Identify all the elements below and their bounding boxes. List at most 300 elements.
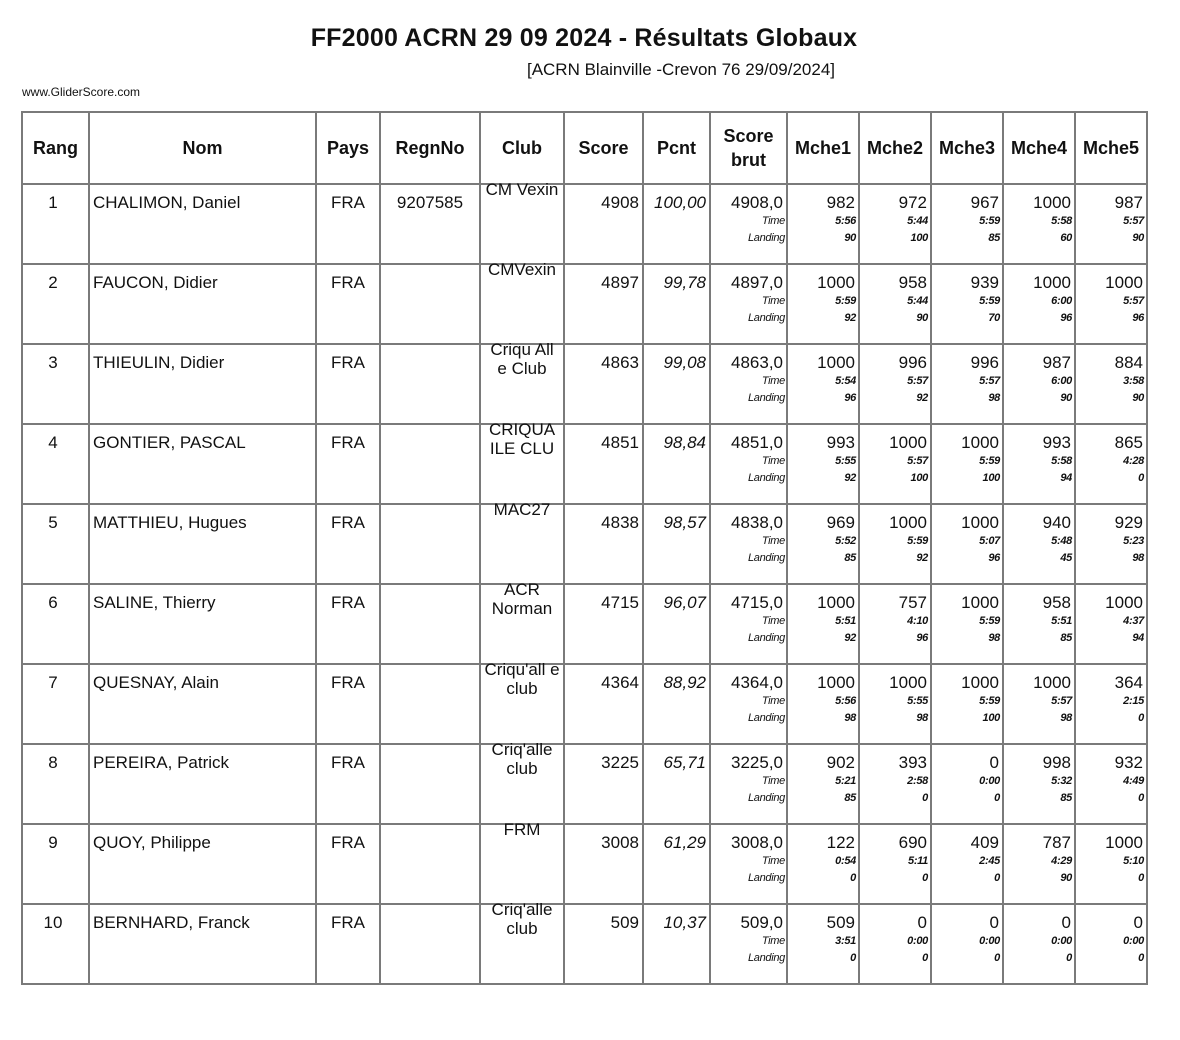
table-row [22,264,1147,344]
regn-cell [380,744,480,824]
task-landing: 96 [1060,312,1072,324]
task-score: 993 [1042,433,1071,452]
name-cell [89,824,316,904]
task-cell-mche5 [1075,504,1147,584]
results-table [21,111,1148,985]
task-cell-mche2 [859,504,931,584]
country-value: FRA [331,433,365,452]
regn-value [381,745,479,753]
task-score: 998 [1042,753,1071,772]
name-cell [89,344,316,424]
name-value: GONTIER, PASCAL [93,433,246,452]
task-cell-mche3 [931,744,1003,824]
task-cell-mche3 [931,824,1003,904]
task-cell-mche3 [931,504,1003,584]
club-value: CMVexin [487,260,557,279]
regn-value [381,665,479,673]
task-score: 1000 [889,673,927,692]
time-label: Time [761,855,785,867]
score-cell [564,264,643,344]
col-header-club: Club [480,112,564,184]
task-time: 5:59 [979,215,1000,227]
task-time: 5:59 [979,295,1000,307]
pcnt-value: 61,29 [663,833,706,852]
task-landing: 96 [916,632,928,644]
pcnt-value: 96,07 [663,593,706,612]
name-cell [89,584,316,664]
task-score: 0 [1133,913,1143,932]
task-time: 5:52 [835,535,856,547]
club-value: FRM [503,820,541,839]
task-score: 939 [970,273,999,292]
task-score: 987 [1114,193,1143,212]
task-landing: 90 [1132,232,1144,244]
rank-value: 7 [48,673,58,692]
task-landing: 94 [1060,472,1072,484]
name-value: FAUCON, Didier [93,273,218,292]
pcnt-value: 10,37 [663,913,706,932]
task-landing: 0 [850,872,856,884]
rank-value: 9 [48,833,58,852]
score-brut-value: 3225,0 [731,753,783,772]
name-value: QUOY, Philippe [93,833,211,852]
task-cell-mche5 [1075,344,1147,424]
club-value: MAC27 [493,500,551,519]
task-cell-mche4 [1003,184,1075,264]
task-score: 972 [898,193,927,212]
rank-cell [22,264,89,344]
task-score: 690 [898,833,927,852]
landing-label: Landing [747,952,785,964]
club-cell [480,500,564,584]
task-time: 5:48 [1051,535,1072,547]
pcnt-cell [643,504,710,584]
rank-cell [22,584,89,664]
task-time: 5:21 [835,775,856,787]
club-value: Criq'alle club [491,900,553,938]
task-time: 5:11 [908,855,928,867]
task-landing: 0 [1066,952,1072,964]
task-time: 5:56 [835,215,856,227]
rank-cell [22,744,89,824]
col-header-mche1: Mche1 [787,112,859,184]
score-cell [564,744,643,824]
task-score: 902 [826,753,855,772]
task-landing: 90 [1060,872,1072,884]
task-score: 1000 [817,353,855,372]
task-landing: 60 [1060,232,1072,244]
task-landing: 0 [1138,472,1144,484]
table-row [22,664,1147,744]
task-landing: 70 [988,312,1000,324]
task-cell-mche2 [859,824,931,904]
time-label: Time [761,615,785,627]
task-landing: 96 [1132,312,1144,324]
task-time: 5:59 [907,535,928,547]
task-time: 4:49 [1123,775,1144,787]
task-cell-mche4 [1003,744,1075,824]
pcnt-cell [643,184,710,264]
task-cell-mche5 [1075,904,1147,984]
country-cell [316,904,380,984]
club-cell [480,820,564,904]
score-brut-value: 4838,0 [731,513,783,532]
task-cell-mche2 [859,744,931,824]
score-cell [564,904,643,984]
col-header-pcnt: Pcnt [643,112,710,184]
task-score: 987 [1042,353,1071,372]
score-value: 4897 [601,273,639,292]
task-cell-mche2 [859,184,931,264]
task-landing: 100 [982,472,1000,484]
task-cell-mche2 [859,904,931,984]
task-score: 393 [898,753,927,772]
regn-cell [380,344,480,424]
task-landing: 94 [1132,632,1144,644]
task-time: 5:59 [979,695,1000,707]
task-score: 0 [989,753,999,772]
table-row [22,424,1147,504]
score-value: 509 [610,913,639,932]
task-score: 967 [970,193,999,212]
score-brut-cell [710,664,787,744]
task-landing: 92 [916,392,928,404]
task-landing: 98 [988,632,1000,644]
score-brut-value: 4364,0 [731,673,783,692]
task-cell-mche2 [859,584,931,664]
task-time: 5:59 [979,455,1000,467]
regn-value [381,905,479,913]
col-header-rang: Rang [22,112,89,184]
regn-cell [380,184,480,264]
task-cell-mche1 [787,424,859,504]
time-label: Time [761,695,785,707]
task-score: 1000 [1105,833,1143,852]
table-row [22,344,1147,424]
task-landing: 92 [844,632,856,644]
country-value: FRA [331,753,365,772]
task-landing: 85 [1060,632,1072,644]
rank-cell [22,424,89,504]
time-label: Time [761,935,785,947]
task-cell-mche3 [931,584,1003,664]
task-score: 865 [1114,433,1143,452]
regn-cell [380,504,480,584]
rank-value: 2 [48,273,58,292]
regn-value [381,345,479,353]
club-cell [480,340,564,424]
task-cell-mche5 [1075,424,1147,504]
col-header-mche3: Mche3 [931,112,1003,184]
task-score: 1000 [961,433,999,452]
task-score: 1000 [961,673,999,692]
task-score: 0 [917,913,927,932]
task-score: 1000 [817,673,855,692]
club-cell [480,260,564,344]
country-cell [316,504,380,584]
time-label: Time [761,535,785,547]
club-value: Criqu All e Club [490,340,554,378]
rank-value: 8 [48,753,58,772]
task-time: 5:23 [1123,535,1144,547]
task-landing: 98 [844,712,856,724]
task-time: 2:15 [1123,695,1144,707]
country-cell [316,584,380,664]
pcnt-cell [643,824,710,904]
pcnt-cell [643,424,710,504]
task-landing: 100 [910,472,928,484]
task-time: 0:00 [1123,935,1144,947]
task-cell-mche1 [787,824,859,904]
country-cell [316,744,380,824]
rank-cell [22,824,89,904]
task-time: 3:51 [835,935,856,947]
score-brut-value: 4863,0 [731,353,783,372]
task-cell-mche4 [1003,344,1075,424]
rank-value: 5 [48,513,58,532]
score-value: 3225 [601,753,639,772]
task-landing: 0 [922,872,928,884]
header-row [22,112,1147,184]
task-landing: 90 [1060,392,1072,404]
task-cell-mche5 [1075,824,1147,904]
task-score: 969 [826,513,855,532]
task-landing: 90 [916,312,928,324]
task-score: 1000 [1105,593,1143,612]
task-cell-mche5 [1075,744,1147,824]
task-time: 6:00 [1051,295,1072,307]
task-time: 2:45 [979,855,1000,867]
name-cell [89,664,316,744]
task-landing: 98 [1060,712,1072,724]
task-score: 122 [826,833,855,852]
task-landing: 92 [916,552,928,564]
task-cell-mche3 [931,424,1003,504]
name-value: SALINE, Thierry [93,593,216,612]
pcnt-cell [643,904,710,984]
task-score: 1000 [1033,273,1071,292]
country-cell [316,424,380,504]
task-time: 5:56 [835,695,856,707]
score-brut-cell [710,504,787,584]
task-score: 958 [898,273,927,292]
pcnt-cell [643,744,710,824]
table-row [22,584,1147,664]
task-score: 1000 [961,513,999,532]
time-label: Time [761,775,785,787]
score-brut-cell [710,584,787,664]
task-cell-mche2 [859,424,931,504]
name-cell [89,264,316,344]
regn-cell [380,664,480,744]
regn-value [381,505,479,513]
task-landing: 45 [1060,552,1072,564]
name-value: CHALIMON, Daniel [93,193,241,212]
task-time: 0:54 [835,855,856,867]
score-value: 4908 [601,193,639,212]
pcnt-cell [643,664,710,744]
pcnt-value: 100,00 [654,193,706,212]
score-cell [564,824,643,904]
page-title: FF2000 ACRN 29 09 2024 - Résultats Globaux [310,24,858,52]
pcnt-cell [643,344,710,424]
task-time: 5:58 [1051,215,1072,227]
task-landing: 98 [916,712,928,724]
task-landing: 96 [988,552,1000,564]
task-landing: 100 [910,232,928,244]
name-value: THIEULIN, Didier [93,353,225,372]
task-score: 364 [1114,673,1143,692]
pcnt-value: 88,92 [663,673,706,692]
name-value: BERNHARD, Franck [93,913,250,932]
task-landing: 0 [922,792,928,804]
rank-cell [22,504,89,584]
task-landing: 92 [844,472,856,484]
score-cell [564,584,643,664]
rank-value: 10 [43,913,63,932]
task-cell-mche4 [1003,824,1075,904]
col-header-score-brut: Score brut [710,112,787,184]
time-label: Time [761,375,785,387]
task-time: 5:44 [907,295,928,307]
task-landing: 0 [1138,712,1144,724]
task-landing: 85 [988,232,1000,244]
task-time: 5:57 [907,455,928,467]
task-cell-mche4 [1003,504,1075,584]
task-landing: 0 [994,792,1000,804]
name-cell [89,424,316,504]
task-landing: 0 [850,952,856,964]
pcnt-value: 99,08 [663,353,706,372]
task-cell-mche4 [1003,904,1075,984]
score-cell [564,184,643,264]
task-landing: 98 [1132,552,1144,564]
regn-value: 9207585 [396,193,464,212]
task-score: 1000 [1105,273,1143,292]
rank-cell [22,344,89,424]
task-cell-mche5 [1075,664,1147,744]
name-value: QUESNAY, Alain [93,673,219,692]
task-score: 929 [1114,513,1143,532]
regn-cell [380,904,480,984]
score-cell [564,424,643,504]
pcnt-value: 98,57 [663,513,706,532]
club-value: ACR Norman [491,580,553,618]
landing-label: Landing [747,232,785,244]
club-cell [480,660,564,744]
country-value: FRA [331,353,365,372]
club-value: CM Vexin [485,180,559,199]
task-score: 0 [989,913,999,932]
task-score: 787 [1042,833,1071,852]
name-cell [89,504,316,584]
regn-cell [380,424,480,504]
task-score: 1000 [889,513,927,532]
task-score: 1000 [1033,673,1071,692]
task-score: 1000 [961,593,999,612]
task-score: 1000 [889,433,927,452]
regn-value [381,825,479,833]
pcnt-value: 98,84 [663,433,706,452]
score-brut-value: 509,0 [740,913,783,932]
task-score: 0 [1061,913,1071,932]
task-time: 4:29 [1051,855,1072,867]
task-time: 6:00 [1051,375,1072,387]
task-landing: 100 [982,712,1000,724]
club-cell [480,580,564,664]
country-value: FRA [331,673,365,692]
country-cell [316,184,380,264]
pcnt-value: 99,78 [663,273,706,292]
task-cell-mche2 [859,344,931,424]
landing-label: Landing [747,392,785,404]
task-time: 5:54 [835,375,856,387]
task-landing: 0 [922,952,928,964]
score-brut-cell [710,424,787,504]
task-landing: 0 [994,952,1000,964]
task-cell-mche1 [787,344,859,424]
rank-value: 1 [48,193,58,212]
task-cell-mche5 [1075,264,1147,344]
task-time: 5:44 [907,215,928,227]
task-time: 5:55 [907,695,928,707]
regn-value [381,585,479,593]
task-time: 5:07 [979,535,1000,547]
landing-label: Landing [747,632,785,644]
task-cell-mche3 [931,184,1003,264]
task-landing: 98 [988,392,1000,404]
score-brut-cell [710,344,787,424]
table-row [22,904,1147,984]
name-cell [89,744,316,824]
task-time: 5:57 [907,375,928,387]
task-time: 2:58 [907,775,928,787]
col-header-score: Score [564,112,643,184]
task-cell-mche4 [1003,584,1075,664]
score-value: 4715 [601,593,639,612]
task-cell-mche4 [1003,424,1075,504]
club-cell [480,740,564,824]
task-time: 4:10 [907,615,928,627]
task-time: 0:00 [979,935,1000,947]
task-cell-mche1 [787,744,859,824]
task-time: 3:58 [1123,375,1144,387]
task-time: 4:28 [1123,455,1144,467]
landing-label: Landing [747,792,785,804]
task-landing: 85 [844,552,856,564]
task-cell-mche1 [787,904,859,984]
score-value: 3008 [601,833,639,852]
task-score: 884 [1114,353,1143,372]
task-cell-mche2 [859,664,931,744]
score-cell [564,664,643,744]
time-label: Time [761,455,785,467]
pcnt-cell [643,584,710,664]
time-label: Time [761,215,785,227]
score-brut-cell [710,744,787,824]
club-cell [480,900,564,984]
score-value: 4364 [601,673,639,692]
task-score: 940 [1042,513,1071,532]
task-time: 0:00 [1051,935,1072,947]
col-header-mche5: Mche5 [1075,112,1147,184]
landing-label: Landing [747,552,785,564]
name-cell [89,184,316,264]
task-cell-mche3 [931,264,1003,344]
name-value: MATTHIEU, Hugues [93,513,247,532]
task-cell-mche1 [787,664,859,744]
task-time: 5:32 [1051,775,1072,787]
